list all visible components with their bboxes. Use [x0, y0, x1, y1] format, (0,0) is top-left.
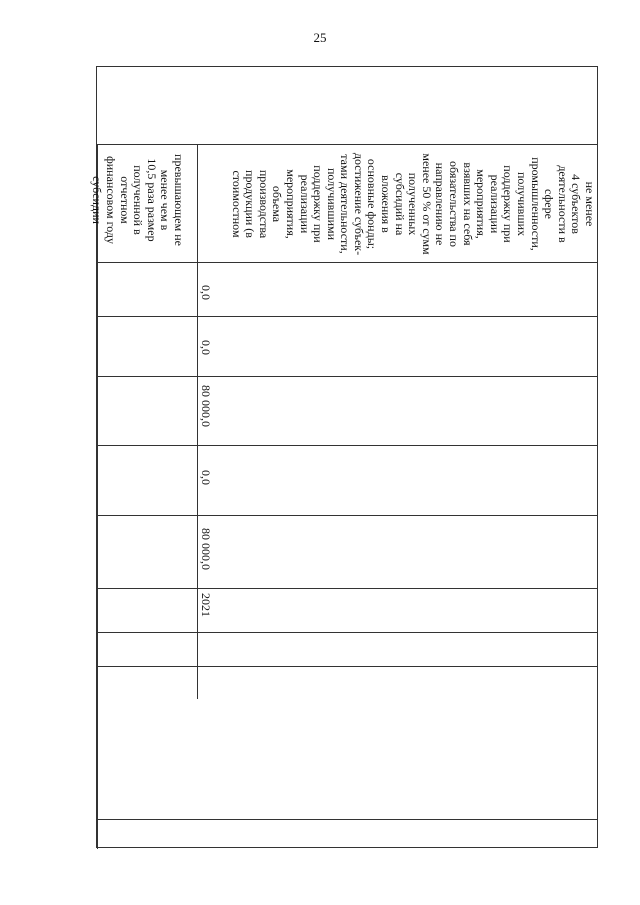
- value-cell-4: 0,0: [199, 470, 213, 485]
- row-divider-9: [97, 819, 597, 820]
- indicator-text-right: не менее 4 субъектов деятельности в сфере промышленности, получивших поддержку при реализации мероприятия, взявших на себя обязательства по направлению не менее 50 % от сумм полученных субсидий на вложения в основные фонды; достижение субъек- тами деятельности, получившими поддержку при реализации мероприятия, объема производства продукции (в стоимостном: [229, 152, 597, 256]
- row-divider-4: [97, 445, 597, 446]
- value-cell-3: 80 000,0: [199, 385, 213, 427]
- year-cell: 2021: [199, 593, 213, 617]
- row-divider-2: [97, 316, 597, 317]
- row-divider-8: [97, 666, 597, 667]
- row-divider-3: [97, 376, 597, 377]
- value-cell-2: 0,0: [199, 340, 213, 355]
- row-divider-6: [97, 588, 597, 589]
- row-divider-5: [97, 515, 597, 516]
- value-cell-5: 80 000,0: [199, 528, 213, 570]
- row-divider-7: [97, 632, 597, 633]
- page-number: 25: [313, 30, 327, 45]
- value-cell-1: 0,0: [199, 285, 213, 300]
- indicator-text-left: превышающем не менее чем в 10,5 раза размер полученной в отчетном финансовом году субсидии: [90, 154, 186, 246]
- lower-left-edge: [97, 632, 98, 849]
